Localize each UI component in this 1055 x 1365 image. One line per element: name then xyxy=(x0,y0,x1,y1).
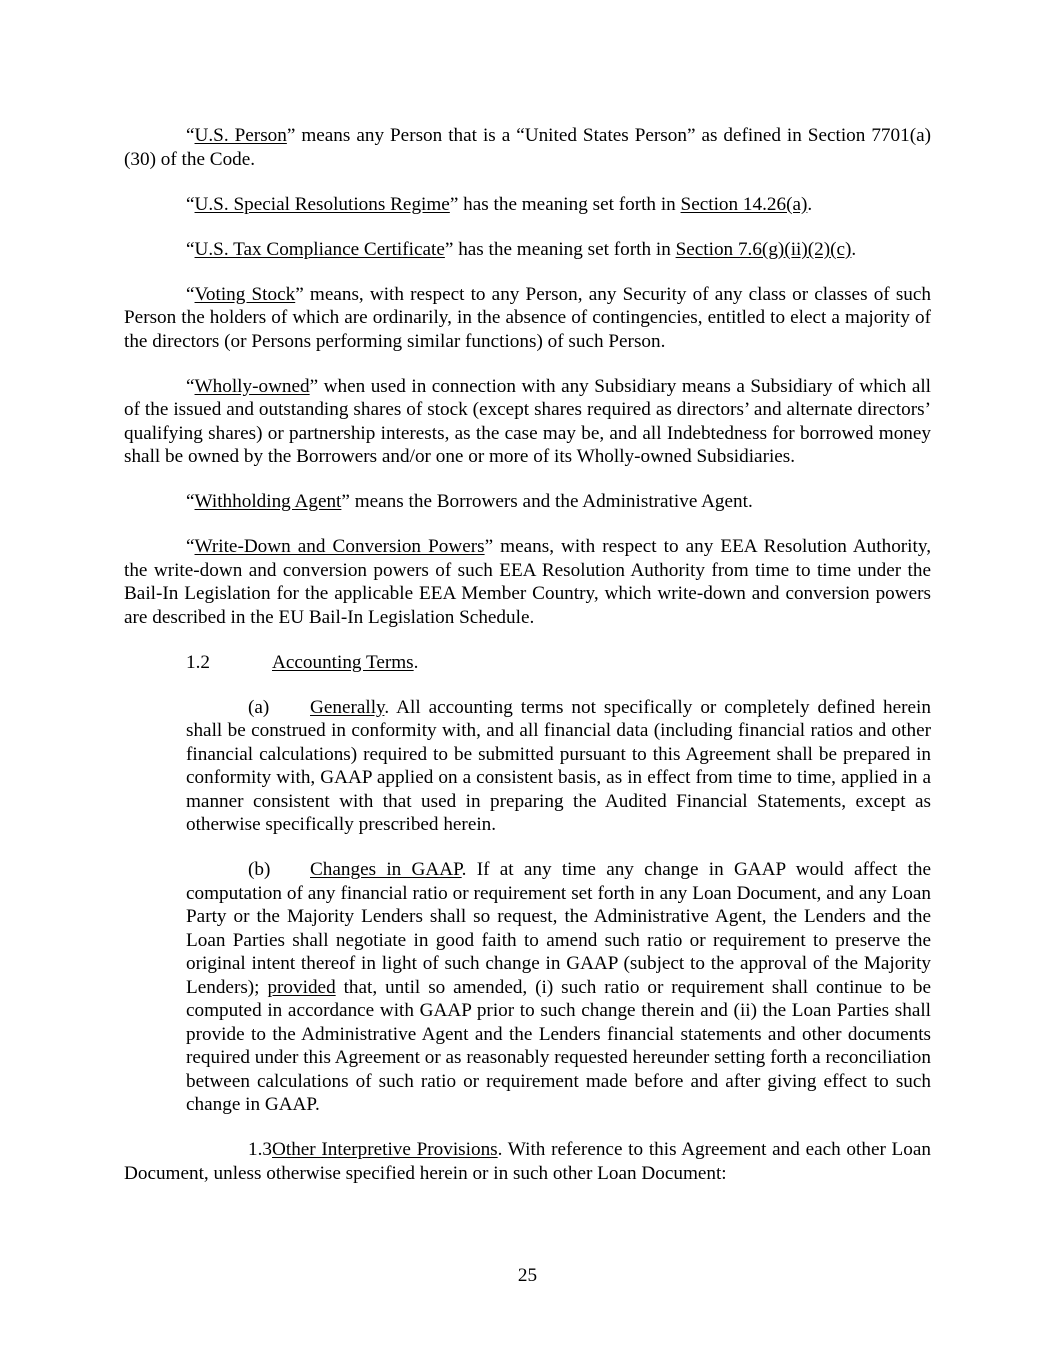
section-heading-1-2 xyxy=(124,651,931,675)
defined-term: Wholly-owned xyxy=(194,375,310,397)
definition-text: ” means, with respect to any Person, any Security of any class or classes of such Person the holders of which are ordinarily, in the absence of contingencies, entitled to elect a majority of the directors (or Persons performing similar functions) of such Person. xyxy=(124,283,931,352)
defined-term: U.S. Special Resolutions Regime xyxy=(194,193,450,215)
defined-term: U.S. Person xyxy=(194,125,287,146)
subsection-letter: (a) xyxy=(248,696,270,718)
section-title: Accounting Terms xyxy=(272,651,414,673)
defined-term: Voting Stock xyxy=(194,283,296,305)
section-reference: Section 7.6(g)(ii)(2)(c) xyxy=(675,238,852,260)
definition-withholding-agent xyxy=(124,490,931,514)
open-quote: “ xyxy=(186,238,195,260)
section-number: 1.2 xyxy=(186,651,210,673)
definition-text: ” means, with respect to any EEA Resolution Authority, the write-down and conversion powers of such EEA Resolution Authority from time to time under the Bail-In Legislation for the applicable EEA Member Country, which write-down and conversion powers are described in the EU Bail-In Legislation Schedule. xyxy=(124,536,931,628)
definition-voting-stock xyxy=(124,283,931,354)
section-text: . With reference to this Agreement and each other Loan Document, unless otherwise specified herein or in such other Loan Document: xyxy=(124,1139,931,1184)
open-quote: “ xyxy=(186,125,195,146)
definition-us-person xyxy=(124,124,931,171)
period: . xyxy=(851,238,857,260)
definition-text: ” when used in connection with any Subsidiary means a Subsidiary of which all of the issued and outstanding shares of stock (except shares required as directors’ and alternate directors’ qualifying shares) or partnership interests, as the case may be, and all Indebtedness for borrowed money shall be owned by the Borrowers and/or one or more of its Wholly-owned Subsidiaries. xyxy=(124,375,931,467)
definition-text: ” means any Person that is a “United States Person” as defined in Section 7701(a)(30) of the Code. xyxy=(124,125,931,170)
definition-text: ” has the meaning set forth in xyxy=(449,193,681,215)
period: . xyxy=(413,651,419,673)
open-quote: “ xyxy=(186,536,195,557)
subsection-title: Generally xyxy=(310,696,385,718)
open-quote: “ xyxy=(186,193,195,215)
period: . xyxy=(807,193,813,215)
defined-term: Write-Down and Conversion Powers xyxy=(194,536,485,557)
subsection-text: . If at any time any change in GAAP would affect the computation of any financial ratio or requirement set forth in any Loan Document, and any Loan Party or the Majority Lenders shall so request, the Administrative Agent, the Lenders and the Loan Parties shall negotiate in good faith to amend such ratio or requirement to preserve the original intent thereof in light of such change in GAAP (subject to the approval of the Majority Lenders); xyxy=(186,859,931,998)
section-reference: Section 14.26(a) xyxy=(680,193,808,215)
subsection-1-2-a xyxy=(186,696,931,837)
subsection-text: . All accounting terms not specifically or completely defined herein shall be construed in conformity with, and all financial data (including financial ratios and other financial calculations) required to be submitted pursuant to this Agreement shall be prepared in conformity with, GAAP applied on a consistent basis, as in effect from time to time, applied in a manner consistent with that used in preparing the Audited Financial Statements, except as otherwise specifically prescribed herein. xyxy=(186,696,931,835)
document-page xyxy=(124,124,931,1207)
subsection-letter: (b) xyxy=(248,859,271,880)
definition-wholly-owned xyxy=(124,375,931,469)
page-number: 25 xyxy=(517,1265,538,1286)
definition-us-special-resolutions-regime xyxy=(124,193,931,217)
open-quote: “ xyxy=(186,283,195,305)
definition-write-down-and-conversion-powers xyxy=(124,535,931,629)
open-quote: “ xyxy=(186,491,195,512)
proviso-term: provided xyxy=(267,976,336,998)
subsection-text-continued: that, until so amended, (i) such ratio or requirement shall continue to be computed in accordance with GAAP prior to such change therein and (ii) the Loan Parties shall provide to the Administrative Agent and the Lenders financial statements and other documents required under this Agreement or as reasonably requested hereunder setting forth a reconciliation between calculations of such ratio or requirement made before and after giving effect to such change in GAAP. xyxy=(186,976,931,1115)
section-number: 1.3 xyxy=(248,1139,272,1160)
definition-us-tax-compliance-certificate xyxy=(124,238,931,262)
subsection-1-2-b xyxy=(186,858,931,1117)
section-title: Other Interpretive Provisions xyxy=(272,1139,498,1160)
defined-term: U.S. Tax Compliance Certificate xyxy=(194,238,445,260)
definition-text: ” means the Borrowers and the Administrative Agent. xyxy=(341,491,753,512)
section-1-3 xyxy=(124,1138,931,1185)
definition-text: ” has the meaning set forth in xyxy=(444,238,676,260)
open-quote: “ xyxy=(186,375,195,397)
subsection-title: Changes in GAAP xyxy=(310,859,462,880)
defined-term: Withholding Agent xyxy=(194,491,342,512)
